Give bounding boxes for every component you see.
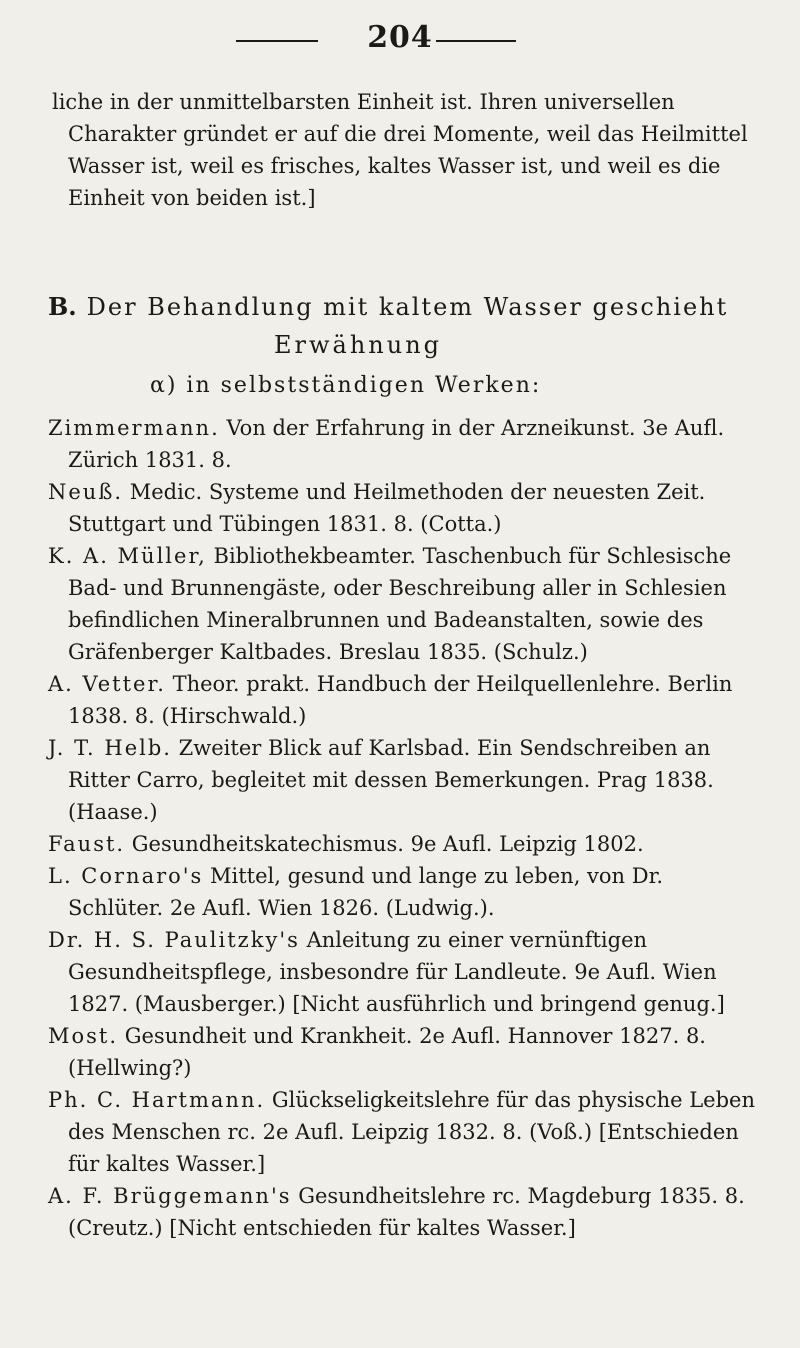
reference-text: Gesundheit und Krankheit. 2e Aufl. Hannover 1827. 8. (Hellwing?) <box>68 1024 706 1080</box>
reference-text: Theor. prakt. Handbuch der Heilquellenlehre. Berlin 1838. 8. (Hirschwald.) <box>68 672 733 728</box>
reference-text: Von der Erfahrung in der Arzneikunst. 3e Aufl. Zürich 1831. 8. <box>68 416 725 472</box>
reference-entry <box>48 828 760 860</box>
reference-entry <box>48 540 760 668</box>
intro-line: liche in der unmittelbarsten Einheit ist. Ihren universellen <box>52 90 675 114</box>
intro-line: Wasser ist, weil es frisches, kaltes Wasser ist, und weil es die <box>68 154 721 178</box>
section-title-line1: Der Behandlung mit kaltem Wasser geschieht <box>86 293 729 321</box>
reference-author: Zimmermann. <box>48 416 220 440</box>
intro-line: Einheit von beiden ist.] <box>68 186 316 210</box>
reference-author: L. Cornaro's <box>48 864 204 888</box>
subheading: α) in selbstständigen Werken: <box>150 373 542 398</box>
reference-author: Most. <box>48 1024 119 1048</box>
section-heading <box>48 288 760 364</box>
reference-entry <box>48 412 760 476</box>
reference-author: Dr. H. S. Paulitzky's <box>48 928 300 952</box>
reference-author: K. A. Müller, <box>48 544 207 568</box>
reference-text: Zweiter Blick auf Karlsbad. Ein Sendschreiben an Ritter Carro, begleitet mit dessen Bemerkungen. Prag 1838. (Haase.) <box>68 736 714 824</box>
section-label: B. <box>48 292 77 321</box>
reference-text: Gesundheitskatechismus. 9e Aufl. Leipzig 1802. <box>125 832 644 856</box>
reference-text: Medic. Systeme und Heilmethoden der neuesten Zeit. Stuttgart und Tübingen 1831. 8. (Cotta.) <box>68 480 706 536</box>
reference-entry <box>48 860 760 924</box>
reference-entry <box>48 1020 760 1084</box>
reference-entry <box>48 732 760 828</box>
section-title-line2: Erwähnung <box>274 331 443 359</box>
intro-line: Charakter gründet er auf die drei Momente, weil das Heilmittel <box>68 122 748 146</box>
page-number: 204 <box>367 20 433 55</box>
intro-paragraph <box>48 86 760 214</box>
reference-author: A. Vetter. <box>48 672 166 696</box>
header-rule-right <box>436 40 516 42</box>
reference-entry <box>48 924 760 1020</box>
reference-author: Ph. C. Hartmann. <box>48 1088 266 1112</box>
reference-list <box>48 412 760 1244</box>
reference-text: Bibliothekbeamter. Taschenbuch für Schlesische Bad- und Brunnengäste, oder Beschreibung aller in Schlesien befindlichen Mineralbrunnen und Badeanstalten, sowie des Gräfenberger Kaltbades. Breslau 1835. (Schulz.) <box>68 544 732 664</box>
reference-entry <box>48 668 760 732</box>
reference-author: A. F. Brüggemann's <box>48 1184 292 1208</box>
reference-author: Faust. <box>48 832 126 856</box>
reference-text: Mittel, gesund und lange zu leben, von Dr. Schlüter. 2e Aufl. Wien 1826. (Ludwig.). <box>68 864 663 920</box>
reference-entry <box>48 1180 760 1244</box>
reference-entry <box>48 1084 760 1180</box>
reference-text: Gesundheitslehre rc. Magdeburg 1835. 8. (Creutz.) [Nicht entschieden für kaltes Wasser.] <box>68 1184 745 1240</box>
reference-entry <box>48 476 760 540</box>
reference-author: Neuß. <box>48 480 124 504</box>
reference-author: J. T. Helb. <box>48 736 172 760</box>
reference-text: Glückseligkeitslehre für das physische Leben des Menschen rc. 2e Aufl. Leipzig 1832. 8. (Voß.) [Entschieden für kaltes Wasser.] <box>68 1088 755 1176</box>
reference-text: Anleitung zu einer vernünftigen Gesundheitspflege, insbesondre für Landleute. 9e Aufl. Wien 1827. (Mausberger.) [Nicht ausführlich und bringend genug.] <box>68 928 725 1016</box>
